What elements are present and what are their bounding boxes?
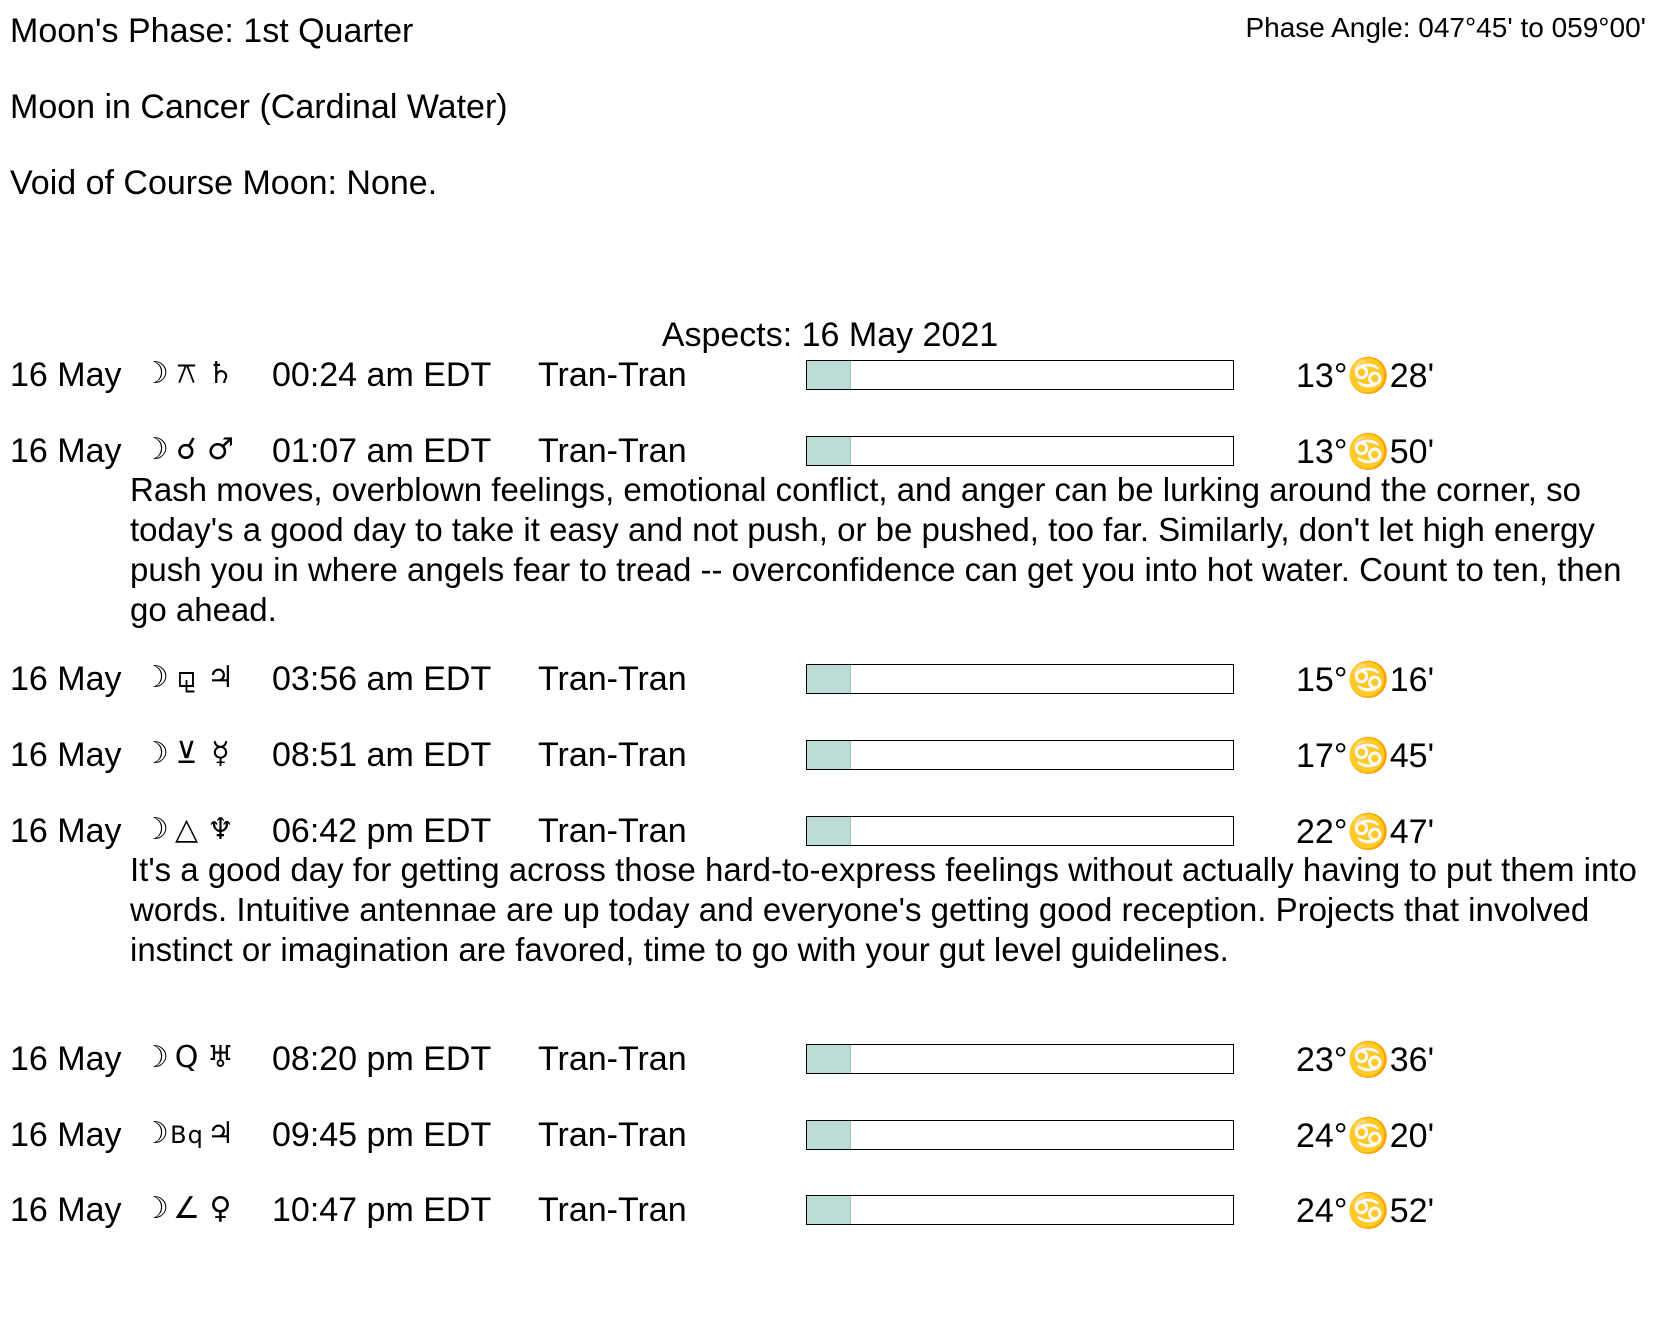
aspects-title: Aspects: 16 May 2021 — [661, 316, 999, 354]
aspect-position: 17°♋45' — [1296, 737, 1435, 775]
strength-bar — [806, 436, 1234, 466]
aspect-date: 16 May — [10, 356, 122, 394]
aspect-row — [0, 736, 1660, 780]
aspect-glyphs — [142, 432, 238, 467]
moon-phase: Moon's Phase: 1st Quarter — [10, 12, 414, 50]
strength-bar-fill — [807, 817, 851, 845]
aspect-time: 10:47 pm EDT — [272, 1191, 492, 1229]
aspect-date: 16 May — [10, 660, 122, 698]
aspect-position: 23°♋36' — [1296, 1041, 1435, 1079]
aspect-type: Tran-Tran — [538, 1040, 687, 1078]
strength-bar — [806, 1044, 1234, 1074]
aspect-date: 16 May — [10, 1116, 122, 1154]
aspect-glyph-icon: △ — [174, 812, 200, 847]
planet-glyph-icon: ♂ — [207, 432, 235, 467]
strength-bar — [806, 1120, 1234, 1150]
planet-glyph-icon: ♃ — [207, 660, 235, 695]
aspect-glyphs — [142, 356, 238, 391]
moon-glyph-icon: ☽ — [142, 432, 170, 467]
aspect-type: Tran-Tran — [538, 660, 687, 698]
aspect-date: 16 May — [10, 1191, 122, 1229]
aspect-time: 08:20 pm EDT — [272, 1040, 492, 1078]
planet-glyph-icon: ♅ — [207, 1040, 235, 1075]
aspect-row — [0, 660, 1660, 704]
moon-glyph-icon: ☽ — [142, 812, 170, 847]
strength-bar-fill — [807, 741, 851, 769]
void-of-course: Void of Course Moon: None. — [10, 164, 438, 202]
aspect-time: 09:45 pm EDT — [272, 1116, 492, 1154]
strength-bar — [806, 740, 1234, 770]
aspect-type: Tran-Tran — [538, 812, 687, 850]
planet-glyph-icon: ♀ — [209, 1191, 233, 1226]
aspect-glyph-icon: ⚻ — [176, 356, 198, 391]
aspect-description: Rash moves, overblown feelings, emotional conflict, and anger can be lurking around the corner, so today's a good day to take it easy and not push, or be pushed, too far. Similarly, don't let high energy push you in where angels fear to tread -- overconfidence can get you into hot water. Count to ten, then go ahead. — [130, 471, 1622, 628]
aspect-position: 24°♋52' — [1296, 1192, 1435, 1230]
aspect-glyph-icon: Q — [174, 1040, 200, 1075]
aspect-glyphs — [142, 1040, 238, 1075]
aspect-row — [0, 1191, 1660, 1235]
aspect-glyphs — [142, 660, 238, 695]
strength-bar — [806, 664, 1234, 694]
aspect-row — [0, 356, 1660, 400]
aspect-glyphs — [142, 812, 238, 847]
strength-bar-fill — [807, 1121, 851, 1149]
aspect-date: 16 May — [10, 1040, 122, 1078]
aspect-date: 16 May — [10, 736, 122, 774]
aspect-position: 13°♋28' — [1296, 357, 1435, 395]
aspect-glyphs — [142, 1191, 238, 1226]
aspect-position: 22°♋47' — [1296, 813, 1435, 851]
aspect-time: 08:51 am EDT — [272, 736, 492, 774]
aspect-time: 03:56 am EDT — [272, 660, 492, 698]
aspect-time: 00:24 am EDT — [272, 356, 492, 394]
aspect-row — [0, 1040, 1660, 1084]
strength-bar-fill — [807, 665, 851, 693]
moon-sign: Moon in Cancer (Cardinal Water) — [10, 88, 508, 126]
aspect-glyphs — [142, 1116, 238, 1151]
strength-bar-fill — [807, 361, 851, 389]
aspect-glyph-icon: ∠ — [173, 1191, 201, 1226]
strength-bar — [806, 816, 1234, 846]
aspect-row — [0, 1116, 1660, 1160]
aspect-glyph-icon: Bq — [170, 1121, 204, 1149]
planet-glyph-icon: ♄ — [207, 356, 235, 391]
aspect-time: 06:42 pm EDT — [272, 812, 492, 850]
moon-glyph-icon: ☽ — [142, 1191, 170, 1226]
aspect-glyph-icon: ⊻ — [175, 736, 199, 771]
moon-glyph-icon: ☽ — [142, 356, 170, 391]
aspect-glyphs — [142, 736, 238, 771]
strength-bar-fill — [807, 1196, 851, 1224]
aspect-type: Tran-Tran — [538, 432, 687, 470]
aspect-position: 24°♋20' — [1296, 1117, 1435, 1155]
aspect-date: 16 May — [10, 812, 122, 850]
strength-bar-fill — [807, 1045, 851, 1073]
aspect-date: 16 May — [10, 432, 122, 470]
strength-bar-fill — [807, 437, 851, 465]
aspect-type: Tran-Tran — [538, 1116, 687, 1154]
aspect-time: 01:07 am EDT — [272, 432, 492, 470]
moon-glyph-icon: ☽ — [142, 660, 170, 695]
strength-bar — [806, 360, 1234, 390]
phase-angle: Phase Angle: 047°45' to 059°00' — [1245, 12, 1646, 43]
aspect-type: Tran-Tran — [538, 356, 687, 394]
strength-bar — [806, 1195, 1234, 1225]
aspect-type: Tran-Tran — [538, 1191, 687, 1229]
aspect-position: 15°♋16' — [1296, 661, 1435, 699]
aspect-glyph-icon: ⚼ — [176, 660, 198, 695]
moon-glyph-icon: ☽ — [142, 1040, 170, 1075]
planet-glyph-icon: ♆ — [207, 812, 235, 847]
aspect-description: It's a good day for getting across those hard-to-express feelings without actually having to put them into words. Intuitive antennae are up today and everyone's getting good reception. Projects that involved instinct or imagination are favored, time to go with your gut level guidelines. — [130, 851, 1637, 968]
moon-glyph-icon: ☽ — [142, 736, 170, 771]
planet-glyph-icon: ☿ — [211, 736, 231, 771]
aspect-position: 13°♋50' — [1296, 433, 1435, 471]
aspect-type: Tran-Tran — [538, 736, 687, 774]
planet-glyph-icon: ♃ — [207, 1116, 235, 1151]
aspect-glyph-icon: ☌ — [176, 432, 198, 467]
moon-glyph-icon: ☽ — [142, 1116, 170, 1151]
